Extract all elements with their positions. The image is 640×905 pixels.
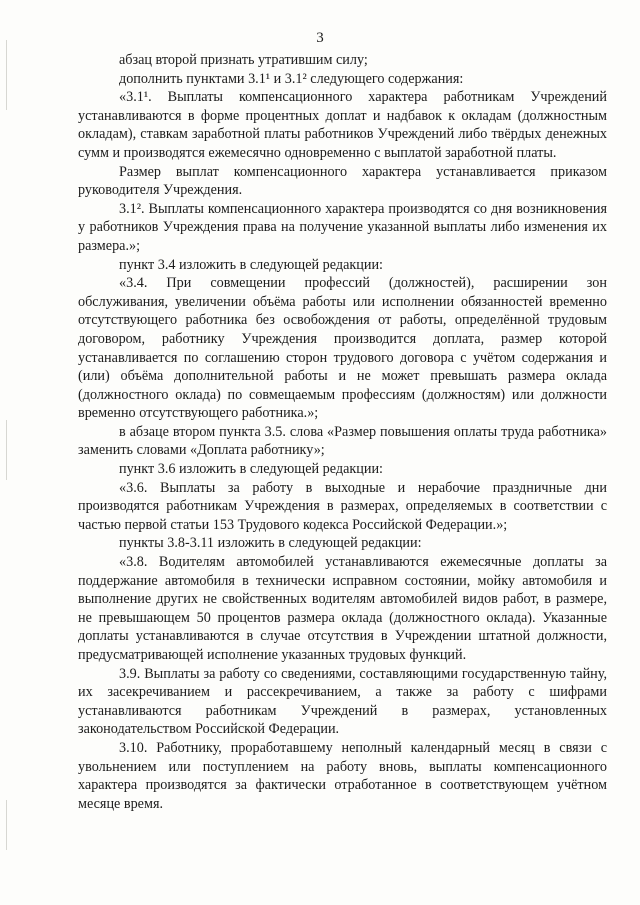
scan-edge-mark	[6, 40, 7, 110]
paragraph-1: дополнить пунктами 3.1¹ и 3.1² следующего содержания:	[119, 70, 464, 87]
paragraph-3: Размер выплат компенсационного характера устанавливается приказом руководителя Учреждения.	[78, 163, 607, 199]
paragraph-11: «3.8. Водителям автомобилей устанавливаются ежемесячные доплаты за поддержание автомобиля в технически исправном состоянии, мойку автомобиля и выполнение других не свойственных водителям автомобилей видов работ, в размере, не превышающем 50 процентов размера оклада (должностного оклада). Указанные доплаты устанавливаются в случае отсутствия в Учреждении штатной должности, предусматривающей исполнение указанных трудовых функций.	[78, 554, 607, 663]
paragraph-5: пункт 3.4 изложить в следующей редакции:	[119, 256, 383, 273]
paragraph-2: «3.1¹. Выплаты компенсационного характера работникам Учреждений устанавливаются в форме процентных доплат и надбавок к окладам (должностным окладам), ставкам заработной платы работников Учреждений либо твёрдых денежных сумм и производятся ежемесячно одновременно с выплатой заработной платы.	[78, 89, 607, 161]
paragraph-4: 3.1². Выплаты компенсационного характера производятся со дня возникновения у работников Учреждения права на получение указанной выплаты либо изменения их размера.»;	[78, 200, 607, 254]
paragraph-12: 3.9. Выплаты за работу со сведениями, составляющими государственную тайну, их засекречиванием и рассекречиванием, а также за работу с шифрами устанавливаются работникам Учреждений в размерах, установленных законодательством Российской Федерации.	[78, 665, 607, 738]
paragraph-8: пункт 3.6 изложить в следующей редакции:	[119, 461, 383, 478]
paragraph-0: абзац второй признать утратившим силу;	[119, 52, 368, 68]
paragraph-10: пункты 3.8-3.11 изложить в следующей редакции:	[119, 535, 422, 552]
scan-edge-mark	[6, 420, 7, 480]
paragraph-6: «3.4. При совмещении профессий (должностей), расширении зон обслуживания, увеличении объёма работы или исполнении обязанностей временно отсутствующего работника без освобождения от работы, определённой трудовым договором, работнику Учреждения производится доплата, размер которой устанавливается по соглашению сторон трудового договора с учётом содержания и (или) объёма дополнительной работы и не может превышать размера оклада (должностного оклада) по совмещаемым профессиям (должностям) или должности временно отсутствующего работника.»;	[78, 275, 607, 422]
paragraph-9: «3.6. Выплаты за работу в выходные и нерабочие праздничные дни производятся работникам Учреждения в размерах, определяемых в соответствии с частью первой статьи 153 Трудового кодекса Российской Федерации.»;	[78, 479, 607, 533]
paragraph-13: 3.10. Работнику, проработавшему неполный календарный месяц в связи с увольнением или поступлением на работу вновь, выплаты компенсационного характера производятся за фактически отработанное в соответствующем учётном месяце время.	[78, 739, 607, 812]
document-body	[78, 51, 607, 813]
page-number: 3	[316, 30, 324, 46]
scan-edge-mark	[6, 800, 7, 850]
paragraph-7: в абзаце втором пункта 3.5. слова «Размер повышения оплаты труда работника» заменить словами «Доплата работнику»;	[78, 423, 607, 459]
